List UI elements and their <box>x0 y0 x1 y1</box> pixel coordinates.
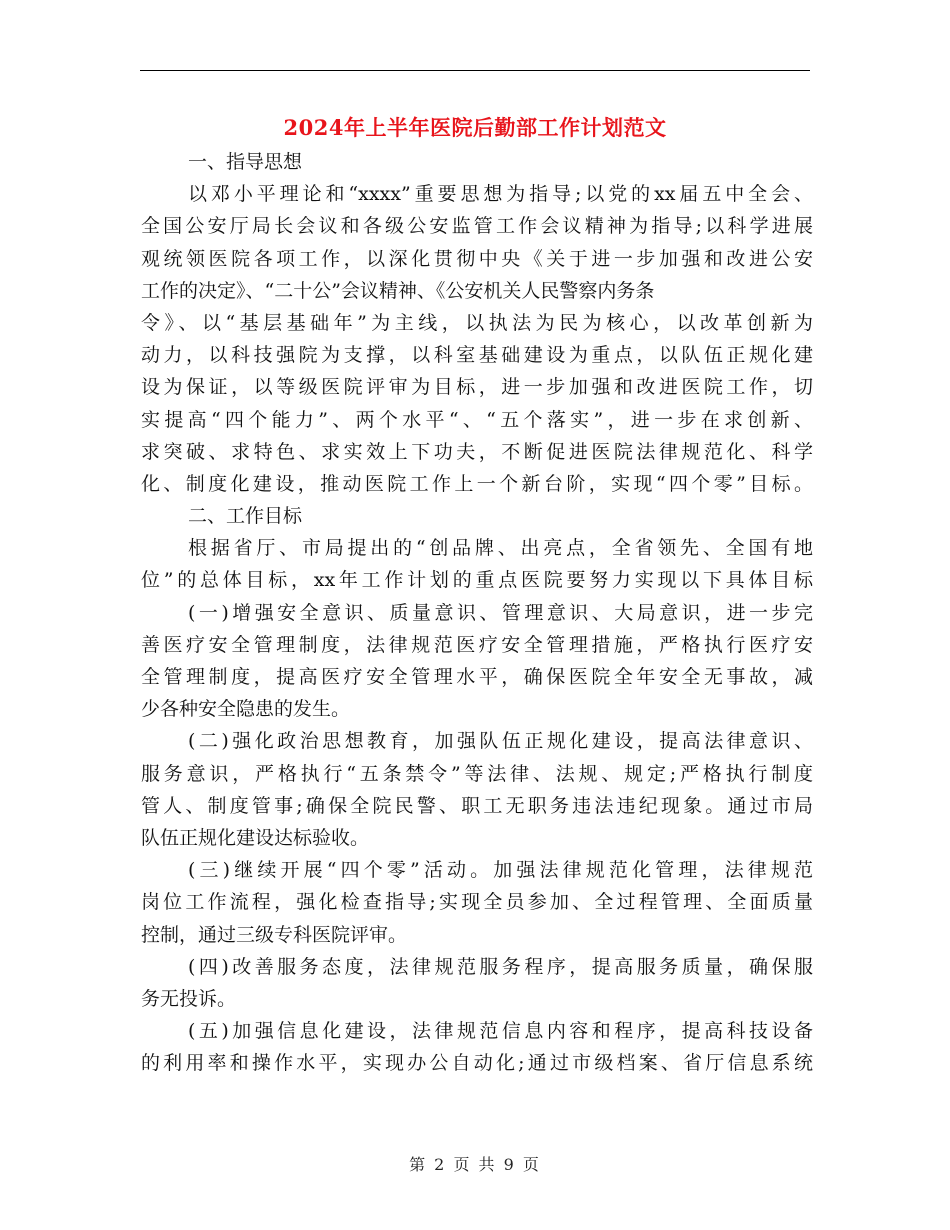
text-line: (三)继续开展“四个零”活动。加强法律规范化管理，法律规范 <box>188 859 813 882</box>
text-line: 善医疗安全管理制度，法律规范医疗安全管理措施，严格执行医疗安 <box>141 633 813 656</box>
text-line: 岗位工作流程，强化检查指导;实现全员参加、全过程管理、全面质量 <box>141 891 813 914</box>
text-line: (一)增强安全意识、质量意识、管理意识、大局意识，进一步完 <box>188 601 813 624</box>
text-line: 实提高“四个能力”、两个水平“、“五个落实”，进一步在求创新、 <box>141 408 813 431</box>
page-number: 第 2 页 共 9 页 <box>409 1155 541 1174</box>
text-line: 控制，通过三级专科医院评审。 <box>141 923 408 946</box>
text-line: 动力，以科技强院为支撑，以科室基础建设为重点，以队伍正规化建 <box>141 344 813 367</box>
text-line: 服务意识，严格执行“五条禁令”等法律、法规、规定;严格执行制度 <box>141 762 813 785</box>
text-line: 队伍正规化建设达标验收。 <box>141 826 370 849</box>
text-line: (四)改善服务态度，法律规范服务程序，提高服务质量，确保服 <box>188 955 813 978</box>
text-line: (二)强化政治思想教育，加强队伍正规化建设，提高法律意识、 <box>188 730 813 753</box>
text-line: 求突破、求特色、求实效上下功夫，不断促进医院法律规范化、科学 <box>141 440 813 463</box>
text-line: 位”的总体目标，xx年工作计划的重点医院要努力实现以下具体目标 <box>141 569 813 592</box>
text-line: (五)加强信息化建设，法律规范信息内容和程序，提高科技设备 <box>188 1020 813 1043</box>
document-body <box>141 146 813 1079</box>
text-line: 二、工作目标 <box>188 505 303 528</box>
text-line: 根据省厅、市局提出的“创品牌、出亮点，全省领先、全国有地 <box>188 537 813 560</box>
text-line: 一、指导思想 <box>188 151 303 173</box>
text-line: 工作的决定》、“二十公”会议精神、《公安机关人民警察内务条 <box>141 279 655 302</box>
text-line: 务无投诉。 <box>141 987 237 1010</box>
text-line: 以邓小平理论和“xxxx”重要思想为指导;以党的xx届五中全会、 <box>188 183 813 206</box>
text-line: 观统领医院各项工作，以深化贯彻中央《关于进一步加强和改进公安 <box>141 247 813 270</box>
text-line: 少各种安全隐患的发生。 <box>141 698 351 721</box>
text-line: 管人、制度管事;确保全院民警、职工无职务违法违纪现象。通过市局 <box>141 794 813 817</box>
text-line: 的利用率和操作水平，实现办公自动化;通过市级档案、省厅信息系统 <box>141 1052 813 1075</box>
text-line: 全国公安厅局长会议和各级公安监管工作会议精神为指导;以科学进展 <box>141 215 813 238</box>
text-line: 令》、以“基层基础年”为主线，以执法为民为核心，以改革创新为 <box>141 311 813 334</box>
text-line: 设为保证，以等级医院评审为目标，进一步加强和改进医院工作，切 <box>141 376 813 399</box>
text-line: 化、制度化建设，推动医院工作上一个新台阶，实现“四个零”目标。 <box>141 472 813 495</box>
document-title: 2024年上半年医院后勤部工作计划范文 <box>283 115 667 140</box>
text-line: 全管理制度，提高医疗安全管理水平，确保医院全年安全无事故，减 <box>141 666 813 688</box>
header-rule <box>140 70 810 71</box>
